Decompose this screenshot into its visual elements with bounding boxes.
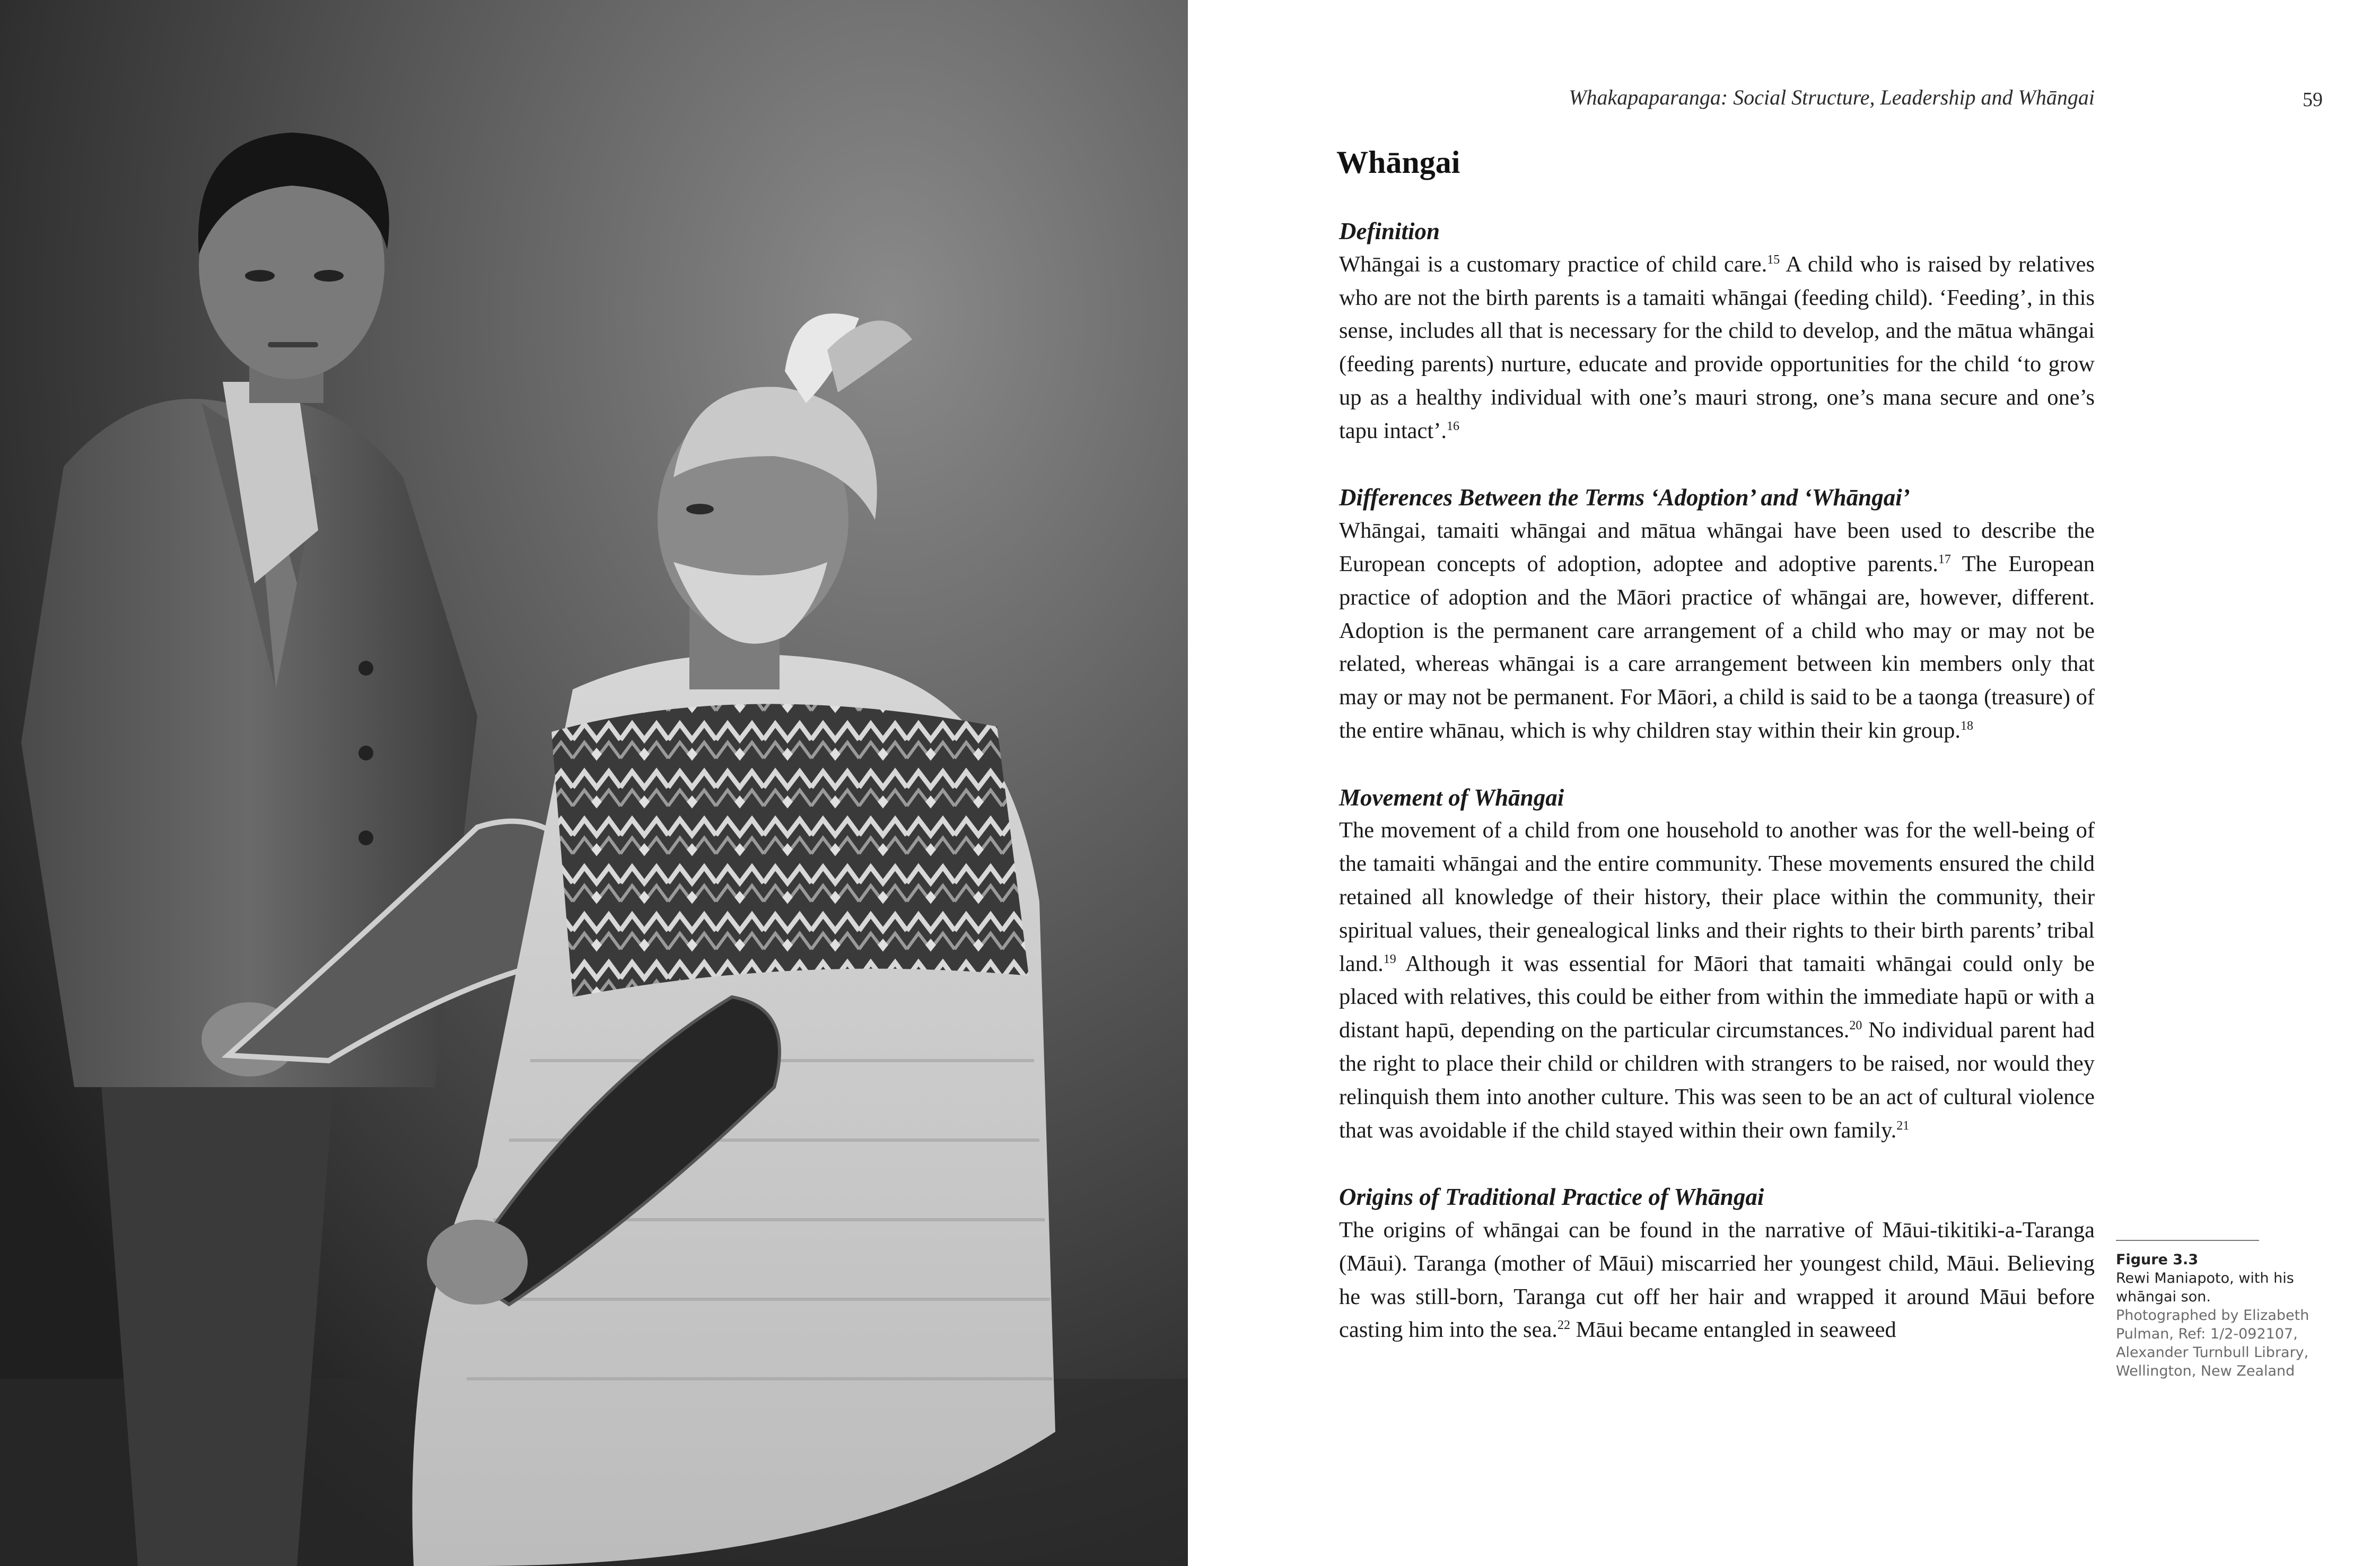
section-paragraph [1339,248,2095,448]
paragraph-text: The European practice of adoption and the Māori practice of whāngai are, however, different. Adoption is the permanent care arrangement of a child who may or may not be related, whereas whāngai is a care arrangement between kin members only that may or may not be permanent. For Māori, a child is said to be a taonga (treasure) of the entire whānau, which is why children stay within their kin group. [1339,551,2095,743]
section-definition [1339,215,2095,448]
caption-label: Figure 3.3 [2116,1252,2199,1268]
paragraph-text: Māui became entangled in seaweed [1570,1317,1896,1343]
section-heading: Definition [1339,218,1440,244]
caption-credit: Photographed by Elizabeth Pulman, Ref: 1/2-092107, Alexander Turnbull Library, Wellington, New Zealand [2116,1307,2309,1379]
paragraph-text: No individual parent had the right to place their child or children with strangers to be raised, nor would they relinquish them into another culture. This was seen to be an act of cultural violence that was avoidable if the child stayed within their own family. [1339,1018,2095,1143]
footnote-reference: 20 [1849,1019,1862,1033]
section-paragraph [1339,814,2095,1147]
footnote-reference: 19 [1383,952,1396,966]
footnote-reference: 21 [1896,1118,1910,1133]
paragraph-text: A child who is raised by relatives who are not the birth parents is a tamaiti whāngai (feeding child). ‘Feeding’, in this sense, includes all that is necessary for the child to develop, and the mātua whāngai (feeding parents) nurture, educate and provide opportunities for the child ‘to grow up as a healthy individual with one’s mauri strong, one’s mana secure and one’s tapu intact’. [1339,251,2095,443]
footnote-reference: 22 [1557,1318,1570,1333]
section-paragraph [1339,1214,2095,1347]
section-origins [1339,1180,2095,1347]
paragraph-text: Although it was essential for Māori that tamaiti whāngai could only be placed with relatives, this could be either from within the immediate hapū or with a distant hapū, depending on the particular circumstances. [1339,951,2095,1043]
section-heading: Movement of Whāngai [1339,784,1564,811]
footnote-reference: 16 [1446,419,1459,433]
paragraph-text: The movement of a child from one household to another was for the well-being of the tamaiti whāngai and the entire community. These movements ensured the child retained all knowledge of their history, their place within the community, their spiritual values, their genealogical links and their rights to their birth parents’ tribal land. [1339,818,2095,976]
running-head: Whakapaparanga: Social Structure, Leadership and Whāngai [1569,85,2095,109]
paragraph-text: Whāngai, tamaiti whāngai and mātua whāngai have been used to describe the European concepts of adoption, adoptee and adoptive parents. [1339,518,2095,576]
section-differences [1339,481,2095,747]
caption-rule [2116,1240,2259,1241]
body-text [1339,215,2095,1380]
footnote-reference: 18 [1961,719,1974,733]
section-heading: Origins of Traditional Practice of Whāngai [1339,1184,1764,1211]
section-heading: Differences Between the Terms ‘Adoption’ and ‘Whāngai’ [1339,484,1910,511]
chapter-heading: Whāngai [1336,145,1460,180]
section-movement [1339,781,2095,1148]
caption-description: Rewi Maniapoto, with his whāngai son. [2116,1270,2294,1305]
paragraph-text: Whāngai is a customary practice of child care. [1339,251,1768,277]
footnote-reference: 17 [1938,552,1951,566]
section-paragraph [1339,514,2095,748]
historical-photograph [0,0,1188,1566]
footnote-reference: 15 [1767,252,1780,267]
figure-caption [2116,1240,2317,1380]
photograph-illustration [0,0,1188,1566]
paragraph-text: The origins of whāngai can be found in the narrative of Māui-tikitiki-a-Taranga (Māui). Taranga (mother of Māui) miscarried her youngest child, Māui. Believing he was still-born, Taranga cut off her hair and wrapped it around Māui before casting him into the sea. [1339,1217,2095,1343]
page-number: 59 [2303,89,2323,111]
